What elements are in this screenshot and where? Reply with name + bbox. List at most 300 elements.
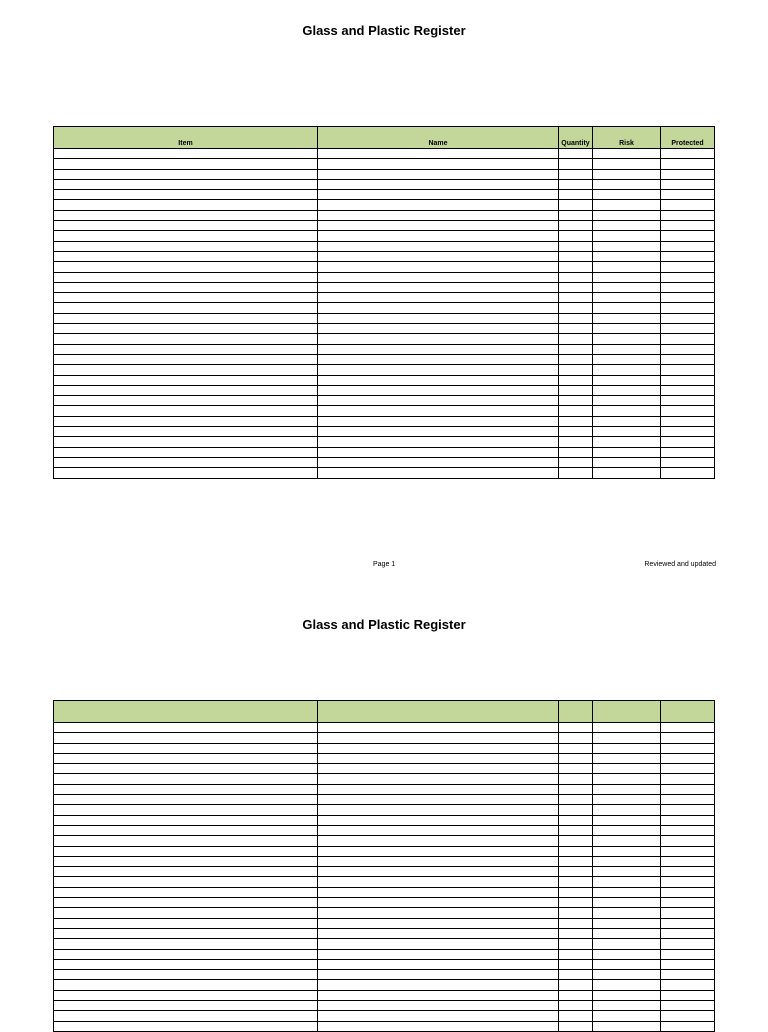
risk-cell[interactable] — [593, 764, 661, 774]
item-cell[interactable] — [54, 396, 318, 406]
item-cell[interactable] — [54, 867, 318, 877]
item-cell[interactable] — [54, 928, 318, 938]
item-cell[interactable] — [54, 959, 318, 969]
item-cell[interactable] — [54, 169, 318, 179]
risk-cell[interactable] — [593, 365, 661, 375]
name-cell[interactable] — [318, 939, 559, 949]
name-cell[interactable] — [318, 898, 559, 908]
item-cell[interactable] — [54, 210, 318, 220]
name-cell[interactable] — [318, 733, 559, 743]
name-cell[interactable] — [318, 805, 559, 815]
name-cell[interactable] — [318, 928, 559, 938]
risk-cell[interactable] — [593, 836, 661, 846]
name-cell[interactable] — [318, 313, 559, 323]
quantity-cell[interactable] — [559, 457, 593, 467]
quantity-cell[interactable] — [559, 416, 593, 426]
risk-cell[interactable] — [593, 169, 661, 179]
risk-cell[interactable] — [593, 427, 661, 437]
risk-cell[interactable] — [593, 1011, 661, 1021]
quantity-cell[interactable] — [559, 856, 593, 866]
item-cell[interactable] — [54, 293, 318, 303]
item-cell[interactable] — [54, 385, 318, 395]
quantity-cell[interactable] — [559, 743, 593, 753]
protected-cell[interactable] — [661, 1021, 715, 1031]
quantity-cell[interactable] — [559, 980, 593, 990]
name-cell[interactable] — [318, 774, 559, 784]
item-cell[interactable] — [54, 282, 318, 292]
risk-cell[interactable] — [593, 159, 661, 169]
protected-cell[interactable] — [661, 949, 715, 959]
quantity-cell[interactable] — [559, 928, 593, 938]
risk-cell[interactable] — [593, 200, 661, 210]
name-cell[interactable] — [318, 190, 559, 200]
risk-cell[interactable] — [593, 825, 661, 835]
item-cell[interactable] — [54, 743, 318, 753]
quantity-cell[interactable] — [559, 447, 593, 457]
quantity-cell[interactable] — [559, 169, 593, 179]
risk-cell[interactable] — [593, 272, 661, 282]
protected-cell[interactable] — [661, 303, 715, 313]
name-cell[interactable] — [318, 396, 559, 406]
name-cell[interactable] — [318, 169, 559, 179]
risk-cell[interactable] — [593, 805, 661, 815]
protected-cell[interactable] — [661, 908, 715, 918]
item-cell[interactable] — [54, 815, 318, 825]
risk-cell[interactable] — [593, 437, 661, 447]
risk-cell[interactable] — [593, 406, 661, 416]
protected-cell[interactable] — [661, 990, 715, 1000]
protected-cell[interactable] — [661, 427, 715, 437]
risk-cell[interactable] — [593, 468, 661, 478]
protected-cell[interactable] — [661, 437, 715, 447]
protected-cell[interactable] — [661, 231, 715, 241]
item-cell[interactable] — [54, 365, 318, 375]
protected-cell[interactable] — [661, 815, 715, 825]
quantity-cell[interactable] — [559, 231, 593, 241]
quantity-cell[interactable] — [559, 313, 593, 323]
name-cell[interactable] — [318, 406, 559, 416]
quantity-cell[interactable] — [559, 836, 593, 846]
protected-cell[interactable] — [661, 733, 715, 743]
protected-cell[interactable] — [661, 939, 715, 949]
quantity-cell[interactable] — [559, 959, 593, 969]
risk-cell[interactable] — [593, 344, 661, 354]
item-cell[interactable] — [54, 980, 318, 990]
protected-cell[interactable] — [661, 447, 715, 457]
name-cell[interactable] — [318, 303, 559, 313]
name-cell[interactable] — [318, 375, 559, 385]
item-cell[interactable] — [54, 887, 318, 897]
name-cell[interactable] — [318, 354, 559, 364]
risk-cell[interactable] — [593, 324, 661, 334]
protected-cell[interactable] — [661, 867, 715, 877]
risk-cell[interactable] — [593, 457, 661, 467]
item-cell[interactable] — [54, 231, 318, 241]
quantity-cell[interactable] — [559, 303, 593, 313]
quantity-cell[interactable] — [559, 396, 593, 406]
name-cell[interactable] — [318, 221, 559, 231]
name-cell[interactable] — [318, 764, 559, 774]
name-cell[interactable] — [318, 980, 559, 990]
name-cell[interactable] — [318, 334, 559, 344]
quantity-cell[interactable] — [559, 898, 593, 908]
name-cell[interactable] — [318, 149, 559, 159]
quantity-cell[interactable] — [559, 908, 593, 918]
name-cell[interactable] — [318, 784, 559, 794]
item-cell[interactable] — [54, 1011, 318, 1021]
item-cell[interactable] — [54, 990, 318, 1000]
quantity-cell[interactable] — [559, 774, 593, 784]
item-cell[interactable] — [54, 221, 318, 231]
name-cell[interactable] — [318, 282, 559, 292]
name-cell[interactable] — [318, 1021, 559, 1031]
item-cell[interactable] — [54, 918, 318, 928]
item-cell[interactable] — [54, 825, 318, 835]
name-cell[interactable] — [318, 272, 559, 282]
quantity-cell[interactable] — [559, 1021, 593, 1031]
name-cell[interactable] — [318, 970, 559, 980]
risk-cell[interactable] — [593, 251, 661, 261]
risk-cell[interactable] — [593, 815, 661, 825]
name-cell[interactable] — [318, 815, 559, 825]
item-cell[interactable] — [54, 877, 318, 887]
name-cell[interactable] — [318, 723, 559, 733]
risk-cell[interactable] — [593, 262, 661, 272]
item-cell[interactable] — [54, 753, 318, 763]
item-cell[interactable] — [54, 149, 318, 159]
quantity-cell[interactable] — [559, 149, 593, 159]
protected-cell[interactable] — [661, 354, 715, 364]
risk-cell[interactable] — [593, 970, 661, 980]
risk-cell[interactable] — [593, 733, 661, 743]
risk-cell[interactable] — [593, 774, 661, 784]
name-cell[interactable] — [318, 179, 559, 189]
protected-cell[interactable] — [661, 385, 715, 395]
item-cell[interactable] — [54, 1001, 318, 1011]
protected-cell[interactable] — [661, 774, 715, 784]
quantity-cell[interactable] — [559, 354, 593, 364]
item-cell[interactable] — [54, 303, 318, 313]
protected-cell[interactable] — [661, 898, 715, 908]
item-cell[interactable] — [54, 856, 318, 866]
risk-cell[interactable] — [593, 1001, 661, 1011]
quantity-cell[interactable] — [559, 795, 593, 805]
protected-cell[interactable] — [661, 159, 715, 169]
protected-cell[interactable] — [661, 468, 715, 478]
quantity-cell[interactable] — [559, 365, 593, 375]
risk-cell[interactable] — [593, 293, 661, 303]
quantity-cell[interactable] — [559, 251, 593, 261]
quantity-cell[interactable] — [559, 846, 593, 856]
risk-cell[interactable] — [593, 846, 661, 856]
name-cell[interactable] — [318, 457, 559, 467]
protected-cell[interactable] — [661, 846, 715, 856]
item-cell[interactable] — [54, 406, 318, 416]
quantity-cell[interactable] — [559, 918, 593, 928]
quantity-cell[interactable] — [559, 825, 593, 835]
name-cell[interactable] — [318, 210, 559, 220]
risk-cell[interactable] — [593, 241, 661, 251]
name-cell[interactable] — [318, 887, 559, 897]
risk-cell[interactable] — [593, 416, 661, 426]
quantity-cell[interactable] — [559, 427, 593, 437]
risk-cell[interactable] — [593, 149, 661, 159]
name-cell[interactable] — [318, 908, 559, 918]
protected-cell[interactable] — [661, 344, 715, 354]
quantity-cell[interactable] — [559, 990, 593, 1000]
protected-cell[interactable] — [661, 241, 715, 251]
item-cell[interactable] — [54, 416, 318, 426]
name-cell[interactable] — [318, 949, 559, 959]
risk-cell[interactable] — [593, 231, 661, 241]
protected-cell[interactable] — [661, 836, 715, 846]
name-cell[interactable] — [318, 867, 559, 877]
risk-cell[interactable] — [593, 753, 661, 763]
item-cell[interactable] — [54, 805, 318, 815]
quantity-cell[interactable] — [559, 334, 593, 344]
quantity-cell[interactable] — [559, 406, 593, 416]
name-cell[interactable] — [318, 959, 559, 969]
name-cell[interactable] — [318, 241, 559, 251]
item-cell[interactable] — [54, 447, 318, 457]
risk-cell[interactable] — [593, 1021, 661, 1031]
item-cell[interactable] — [54, 908, 318, 918]
quantity-cell[interactable] — [559, 939, 593, 949]
quantity-cell[interactable] — [559, 437, 593, 447]
protected-cell[interactable] — [661, 764, 715, 774]
quantity-cell[interactable] — [559, 221, 593, 231]
quantity-cell[interactable] — [559, 272, 593, 282]
item-cell[interactable] — [54, 970, 318, 980]
protected-cell[interactable] — [661, 723, 715, 733]
protected-cell[interactable] — [661, 825, 715, 835]
quantity-cell[interactable] — [559, 282, 593, 292]
name-cell[interactable] — [318, 365, 559, 375]
risk-cell[interactable] — [593, 959, 661, 969]
name-cell[interactable] — [318, 437, 559, 447]
item-cell[interactable] — [54, 200, 318, 210]
item-cell[interactable] — [54, 764, 318, 774]
protected-cell[interactable] — [661, 169, 715, 179]
quantity-cell[interactable] — [559, 733, 593, 743]
name-cell[interactable] — [318, 846, 559, 856]
protected-cell[interactable] — [661, 365, 715, 375]
name-cell[interactable] — [318, 856, 559, 866]
quantity-cell[interactable] — [559, 241, 593, 251]
item-cell[interactable] — [54, 939, 318, 949]
name-cell[interactable] — [318, 753, 559, 763]
quantity-cell[interactable] — [559, 815, 593, 825]
name-cell[interactable] — [318, 468, 559, 478]
quantity-cell[interactable] — [559, 375, 593, 385]
item-cell[interactable] — [54, 251, 318, 261]
risk-cell[interactable] — [593, 313, 661, 323]
risk-cell[interactable] — [593, 980, 661, 990]
name-cell[interactable] — [318, 877, 559, 887]
item-cell[interactable] — [54, 179, 318, 189]
risk-cell[interactable] — [593, 939, 661, 949]
protected-cell[interactable] — [661, 334, 715, 344]
item-cell[interactable] — [54, 375, 318, 385]
quantity-cell[interactable] — [559, 949, 593, 959]
risk-cell[interactable] — [593, 179, 661, 189]
name-cell[interactable] — [318, 385, 559, 395]
quantity-cell[interactable] — [559, 344, 593, 354]
risk-cell[interactable] — [593, 723, 661, 733]
risk-cell[interactable] — [593, 949, 661, 959]
quantity-cell[interactable] — [559, 887, 593, 897]
quantity-cell[interactable] — [559, 179, 593, 189]
quantity-cell[interactable] — [559, 468, 593, 478]
protected-cell[interactable] — [661, 324, 715, 334]
protected-cell[interactable] — [661, 980, 715, 990]
quantity-cell[interactable] — [559, 877, 593, 887]
quantity-cell[interactable] — [559, 970, 593, 980]
name-cell[interactable] — [318, 200, 559, 210]
name-cell[interactable] — [318, 324, 559, 334]
quantity-cell[interactable] — [559, 764, 593, 774]
protected-cell[interactable] — [661, 396, 715, 406]
item-cell[interactable] — [54, 324, 318, 334]
risk-cell[interactable] — [593, 354, 661, 364]
risk-cell[interactable] — [593, 856, 661, 866]
quantity-cell[interactable] — [559, 805, 593, 815]
item-cell[interactable] — [54, 190, 318, 200]
risk-cell[interactable] — [593, 303, 661, 313]
risk-cell[interactable] — [593, 221, 661, 231]
risk-cell[interactable] — [593, 908, 661, 918]
quantity-cell[interactable] — [559, 262, 593, 272]
name-cell[interactable] — [318, 1011, 559, 1021]
risk-cell[interactable] — [593, 375, 661, 385]
quantity-cell[interactable] — [559, 784, 593, 794]
item-cell[interactable] — [54, 468, 318, 478]
protected-cell[interactable] — [661, 457, 715, 467]
item-cell[interactable] — [54, 354, 318, 364]
risk-cell[interactable] — [593, 990, 661, 1000]
item-cell[interactable] — [54, 949, 318, 959]
protected-cell[interactable] — [661, 795, 715, 805]
quantity-cell[interactable] — [559, 1011, 593, 1021]
item-cell[interactable] — [54, 846, 318, 856]
name-cell[interactable] — [318, 990, 559, 1000]
name-cell[interactable] — [318, 416, 559, 426]
protected-cell[interactable] — [661, 262, 715, 272]
name-cell[interactable] — [318, 447, 559, 457]
protected-cell[interactable] — [661, 959, 715, 969]
protected-cell[interactable] — [661, 1011, 715, 1021]
name-cell[interactable] — [318, 159, 559, 169]
item-cell[interactable] — [54, 795, 318, 805]
item-cell[interactable] — [54, 241, 318, 251]
protected-cell[interactable] — [661, 416, 715, 426]
quantity-cell[interactable] — [559, 385, 593, 395]
item-cell[interactable] — [54, 427, 318, 437]
protected-cell[interactable] — [661, 877, 715, 887]
risk-cell[interactable] — [593, 190, 661, 200]
protected-cell[interactable] — [661, 149, 715, 159]
risk-cell[interactable] — [593, 898, 661, 908]
item-cell[interactable] — [54, 344, 318, 354]
name-cell[interactable] — [318, 795, 559, 805]
quantity-cell[interactable] — [559, 753, 593, 763]
protected-cell[interactable] — [661, 375, 715, 385]
item-cell[interactable] — [54, 723, 318, 733]
item-cell[interactable] — [54, 733, 318, 743]
risk-cell[interactable] — [593, 385, 661, 395]
item-cell[interactable] — [54, 1021, 318, 1031]
quantity-cell[interactable] — [559, 1001, 593, 1011]
protected-cell[interactable] — [661, 282, 715, 292]
item-cell[interactable] — [54, 313, 318, 323]
item-cell[interactable] — [54, 272, 318, 282]
protected-cell[interactable] — [661, 928, 715, 938]
protected-cell[interactable] — [661, 251, 715, 261]
protected-cell[interactable] — [661, 856, 715, 866]
name-cell[interactable] — [318, 344, 559, 354]
risk-cell[interactable] — [593, 928, 661, 938]
risk-cell[interactable] — [593, 784, 661, 794]
quantity-cell[interactable] — [559, 324, 593, 334]
item-cell[interactable] — [54, 457, 318, 467]
protected-cell[interactable] — [661, 210, 715, 220]
risk-cell[interactable] — [593, 282, 661, 292]
protected-cell[interactable] — [661, 272, 715, 282]
protected-cell[interactable] — [661, 805, 715, 815]
item-cell[interactable] — [54, 437, 318, 447]
name-cell[interactable] — [318, 918, 559, 928]
item-cell[interactable] — [54, 159, 318, 169]
quantity-cell[interactable] — [559, 159, 593, 169]
name-cell[interactable] — [318, 825, 559, 835]
risk-cell[interactable] — [593, 887, 661, 897]
item-cell[interactable] — [54, 262, 318, 272]
item-cell[interactable] — [54, 784, 318, 794]
risk-cell[interactable] — [593, 867, 661, 877]
risk-cell[interactable] — [593, 447, 661, 457]
protected-cell[interactable] — [661, 887, 715, 897]
name-cell[interactable] — [318, 293, 559, 303]
risk-cell[interactable] — [593, 743, 661, 753]
protected-cell[interactable] — [661, 1001, 715, 1011]
quantity-cell[interactable] — [559, 293, 593, 303]
risk-cell[interactable] — [593, 918, 661, 928]
item-cell[interactable] — [54, 774, 318, 784]
protected-cell[interactable] — [661, 221, 715, 231]
protected-cell[interactable] — [661, 179, 715, 189]
protected-cell[interactable] — [661, 784, 715, 794]
quantity-cell[interactable] — [559, 210, 593, 220]
protected-cell[interactable] — [661, 743, 715, 753]
risk-cell[interactable] — [593, 334, 661, 344]
protected-cell[interactable] — [661, 753, 715, 763]
name-cell[interactable] — [318, 743, 559, 753]
quantity-cell[interactable] — [559, 190, 593, 200]
quantity-cell[interactable] — [559, 723, 593, 733]
item-cell[interactable] — [54, 334, 318, 344]
risk-cell[interactable] — [593, 210, 661, 220]
name-cell[interactable] — [318, 251, 559, 261]
risk-cell[interactable] — [593, 877, 661, 887]
name-cell[interactable] — [318, 231, 559, 241]
protected-cell[interactable] — [661, 918, 715, 928]
item-cell[interactable] — [54, 898, 318, 908]
name-cell[interactable] — [318, 427, 559, 437]
protected-cell[interactable] — [661, 313, 715, 323]
protected-cell[interactable] — [661, 200, 715, 210]
protected-cell[interactable] — [661, 970, 715, 980]
protected-cell[interactable] — [661, 293, 715, 303]
